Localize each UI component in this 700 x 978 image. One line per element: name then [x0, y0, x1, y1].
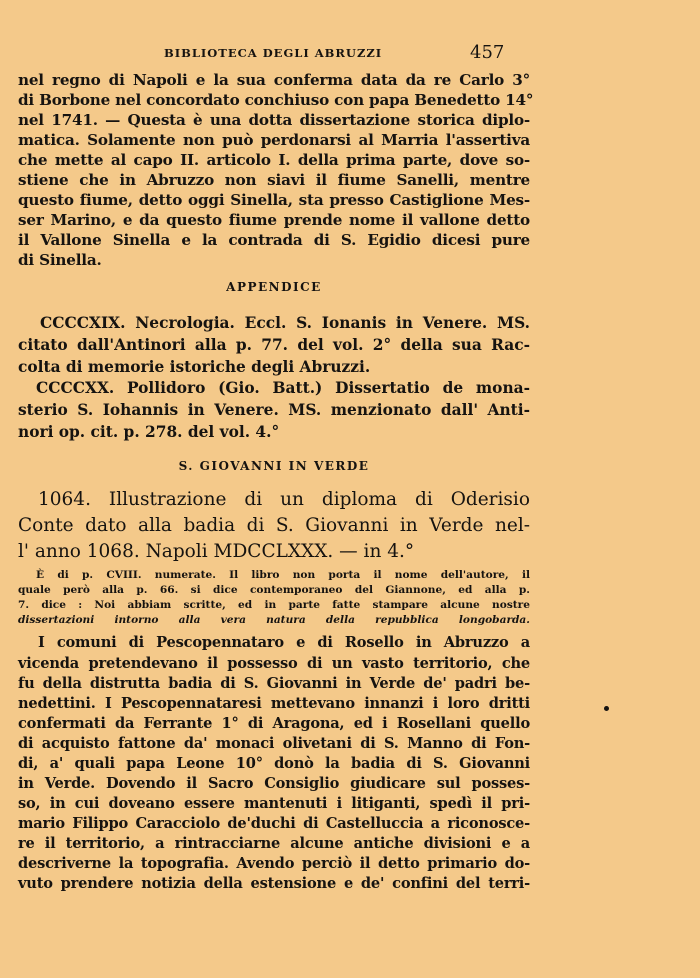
ink-speck — [604, 706, 609, 711]
text-line: matica. Solamente non può perdonarsi al Marria l'assertiva — [18, 131, 530, 149]
appendix-heading-block — [18, 277, 530, 297]
title-line: l' anno 1068. Napoli MDCCLXXX. — in 4.° — [18, 541, 415, 562]
body-first — [38, 633, 530, 653]
appendix-entry-1 — [40, 312, 530, 334]
text-line: nel 1741. — Questa è una dotta dissertazione storica diplo- — [18, 111, 530, 129]
body-line: fu della distrutta badia di S. Giovanni in Verde de' padri be- — [18, 675, 530, 692]
entry-line: CCCCXIX. Necrologia. Eccl. S. Ionanis in Venere. MS. — [40, 314, 530, 332]
body-line: re il territorio, a rintracciarne alcune antiche divisioni e a — [18, 835, 530, 852]
note-rest — [18, 583, 530, 628]
entry-line: nori op. cit. p. 278. del vol. 4.° — [18, 423, 280, 441]
text-line: che mette al capo II. articolo I. della prima parte, dove so- — [18, 151, 530, 169]
body-line: di acquisto fattone da' monaci olivetani di S. Manno di Fon- — [18, 735, 530, 752]
body-line: I comuni di Pescopennataro e di Rosello in Abruzzo a — [38, 634, 530, 651]
body-rest — [18, 654, 530, 894]
text-line: il Vallone Sinella e la contrada di S. Egidio dicesi pure — [18, 231, 530, 249]
body-line: in Verde. Dovendo il Sacro Consiglio giudicare sul posses- — [18, 775, 530, 792]
entry-title-first — [38, 487, 530, 513]
body-line: confermati da Ferrante 1° di Aragona, ed i Rosellani quello — [18, 715, 530, 732]
text-line: stiene che in Abruzzo non siavi il fiume Sanelli, mentre — [18, 171, 530, 189]
appendix-entry-2-cont — [18, 399, 530, 443]
body-line: mario Filippo Caracciolo de'duchi di Castelluccia a riconosce- — [18, 815, 530, 832]
body-line: di, a' quali papa Leone 10° donò la badia di S. Giovanni — [18, 755, 530, 772]
page-header — [0, 42, 700, 66]
body-line: vicenda pretendevano il possesso di un vasto territorio, che — [18, 655, 530, 672]
note-line: dissertazioni intorno alla vera natura della repubblica longobarda. — [18, 614, 530, 626]
note-line: È di p. CVIII. numerate. Il libro non porta il nome dell'autore, il — [36, 569, 530, 581]
appendix-heading: APPENDICE — [226, 280, 322, 294]
body-line: descriverne la topografia. Avendo perciò il detto primario do- — [18, 855, 530, 872]
note-first — [36, 568, 530, 583]
paragraph-continuation — [18, 70, 534, 270]
text-line: di Sinella. — [18, 251, 102, 269]
appendix-entry-2 — [36, 377, 530, 399]
text-line: questo fiume, detto oggi Sinella, sta presso Castiglione Mes- — [18, 191, 530, 209]
section-heading: S. GIOVANNI IN VERDE — [178, 459, 370, 473]
body-line: so, in cui doveano essere mantenuti i litiganti, spedì il pri- — [18, 795, 530, 812]
title-line: Conte dato alla badia di S. Giovanni in Verde nel- — [18, 515, 530, 536]
entry-line: CCCCXX. Pollidoro (Gio. Batt.) Dissertatio de mona- — [36, 379, 530, 397]
entry-line: citato dall'Antinori alla p. 77. del vol. 2° della sua Rac- — [18, 336, 530, 354]
appendix-entry-1-cont — [18, 334, 530, 378]
section-heading-block — [18, 456, 530, 476]
title-line: 1064. Illustrazione di un diploma di Oderisio — [38, 489, 530, 510]
page-number: 457 — [470, 42, 505, 63]
note-line: 7. dice : Noi abbiam scritte, ed in parte fatte stampare alcune nostre — [18, 599, 530, 611]
note-line: quale però alla p. 66. si dice contemporaneo del Giannone, ed alla p. — [18, 584, 530, 596]
running-title: BIBLIOTECA DEGLI ABRUZZI — [164, 46, 383, 60]
text-line: di Borbone nel concordato conchiuso con papa Benedetto 14° — [18, 91, 534, 109]
entry-line: colta di memorie istoriche degli Abruzzi. — [18, 358, 371, 376]
entry-line: sterio S. Iohannis in Venere. MS. menzionato dall' Anti- — [18, 401, 530, 419]
text-line: nel regno di Napoli e la sua conferma data da re Carlo 3° — [18, 71, 530, 89]
entry-title-rest — [18, 513, 530, 565]
body-line: nedettini. I Pescopennataresi mettevano innanzi i loro dritti — [18, 695, 530, 712]
text-line: ser Marino, e da questo fiume prende nome il vallone detto — [18, 211, 530, 229]
body-line: vuto prendere notizia della estensione e de' confini del terri- — [18, 875, 530, 892]
